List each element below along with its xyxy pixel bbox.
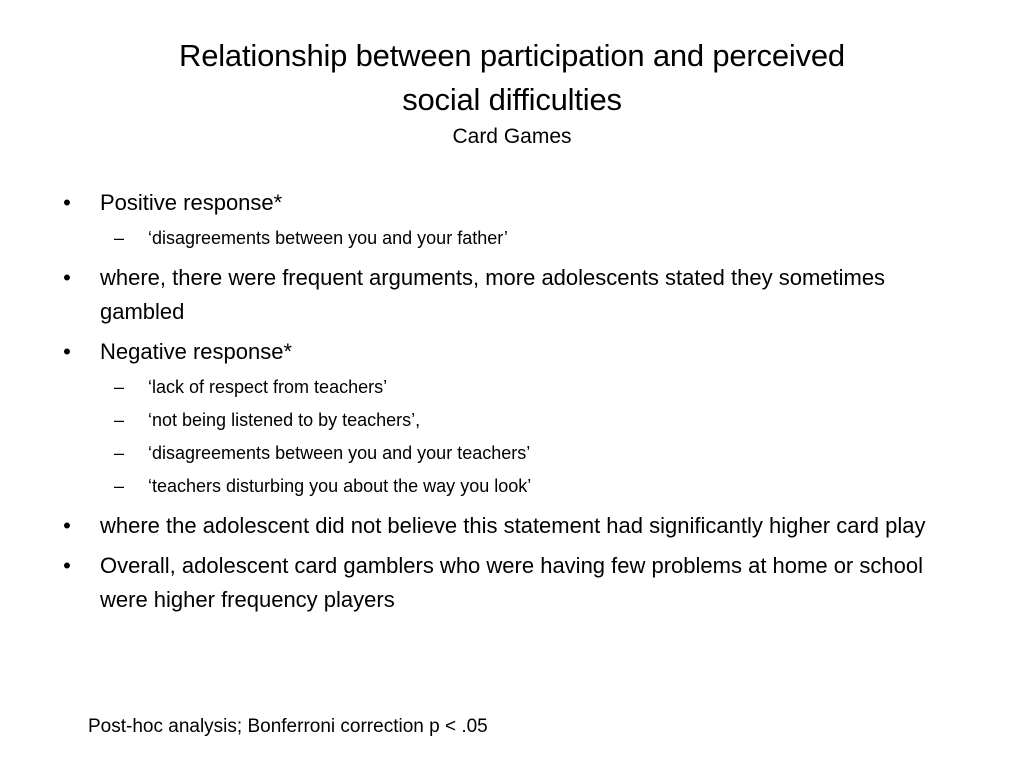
bullet-item bbox=[60, 335, 970, 503]
slide-title-line-2: social difficulties bbox=[402, 82, 622, 117]
bullet-text: Negative response* bbox=[100, 339, 293, 364]
sub-bullet-item bbox=[100, 437, 970, 470]
bullet-list bbox=[60, 186, 970, 623]
bullet-icon: • bbox=[63, 339, 71, 364]
bullet-item bbox=[60, 186, 970, 255]
bullet-item bbox=[60, 549, 970, 617]
sub-bullet-item bbox=[100, 470, 970, 503]
footnote: Post-hoc analysis; Bonferroni correction p < .05 bbox=[88, 716, 488, 737]
sub-bullet-list bbox=[100, 222, 970, 255]
sub-bullet-item bbox=[100, 222, 970, 255]
sub-bullet-text: ‘disagreements between you and your father’ bbox=[148, 228, 508, 248]
bullet-icon: • bbox=[63, 190, 71, 215]
dash-icon: – bbox=[114, 228, 125, 248]
dash-icon: – bbox=[114, 476, 125, 496]
sub-bullet-item bbox=[100, 371, 970, 404]
bullet-icon: • bbox=[63, 265, 71, 290]
bullet-icon: • bbox=[63, 553, 71, 578]
dash-icon: – bbox=[114, 410, 125, 430]
bullet-text: Positive response* bbox=[100, 190, 283, 215]
sub-bullet-text: ‘not being listened to by teachers’, bbox=[148, 410, 421, 430]
sub-bullet-item bbox=[100, 404, 970, 437]
sub-bullet-text: ‘teachers disturbing you about the way you look’ bbox=[148, 476, 532, 496]
bullet-icon: • bbox=[63, 513, 71, 538]
dash-icon: – bbox=[114, 377, 125, 397]
sub-bullet-text: ‘disagreements between you and your teachers’ bbox=[148, 443, 531, 463]
title-block bbox=[60, 34, 964, 152]
bullet-item bbox=[60, 261, 970, 329]
bullet-text: where the adolescent did not believe this statement had significantly higher card play bbox=[100, 513, 926, 538]
sub-bullet-list bbox=[100, 371, 970, 503]
slide-title-line-1: Relationship between participation and perceived bbox=[179, 38, 845, 73]
dash-icon: – bbox=[114, 443, 125, 463]
bullet-text: Overall, adolescent card gamblers who were having few problems at home or school were higher frequency players bbox=[100, 553, 923, 612]
bullet-text: where, there were frequent arguments, more adolescents stated they sometimes gambled bbox=[100, 265, 886, 324]
bullet-item bbox=[60, 509, 970, 543]
slide-subtitle: Card Games bbox=[452, 125, 572, 148]
sub-bullet-text: ‘lack of respect from teachers’ bbox=[148, 377, 388, 397]
